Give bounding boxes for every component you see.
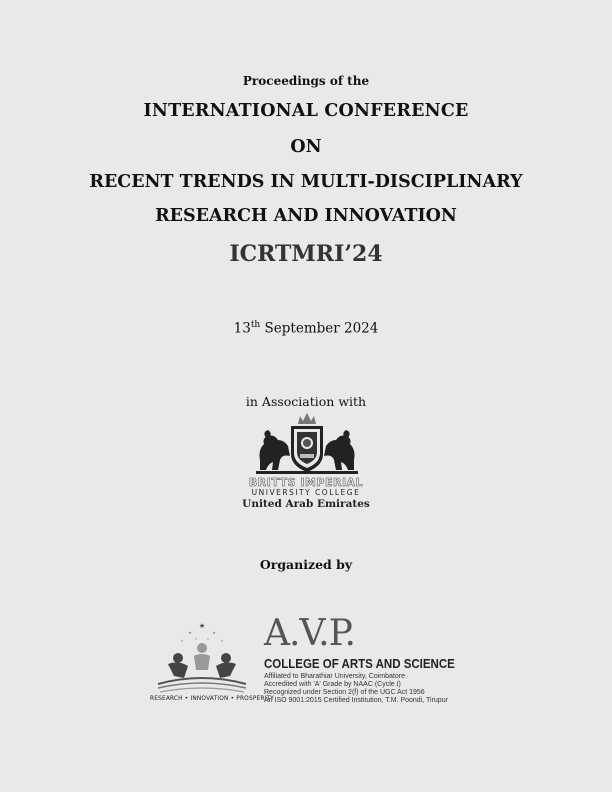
avp-iso-line: An ISO 9001:2015 Certified Institution, T.M. Poondi, Tirupur <box>264 697 448 704</box>
conference-title-on: ON <box>290 137 322 157</box>
avp-recognition-line: Recognized under Section 2(f) of the UGC Act 1956 <box>264 689 425 696</box>
britts-logo-subtitle: UNIVERSITY COLLEGE <box>251 488 361 497</box>
date-suffix: th <box>250 320 261 330</box>
organized-by-label: Organized by <box>259 557 353 572</box>
svg-text:★: ★ <box>198 622 206 630</box>
avp-emblem-icon <box>154 620 250 696</box>
britts-logo-name: BRITTS IMPERIAL <box>248 476 364 489</box>
avp-college-name: COLLEGE OF ARTS AND SCIENCE <box>264 657 455 671</box>
conference-acronym: ICRTMRI’24 <box>229 241 383 267</box>
date-rest: September 2024 <box>260 320 379 337</box>
svg-text:★: ★ <box>194 637 198 641</box>
svg-text:★: ★ <box>220 639 224 643</box>
britts-location: United Arab Emirates <box>242 498 370 510</box>
date-day: 13 <box>233 320 251 337</box>
avp-tagline: RESEARCH • INNOVATION • PROSPERITY <box>150 696 274 702</box>
conference-title-line3: RESEARCH AND INNOVATION <box>155 206 457 226</box>
conference-date <box>0 320 612 337</box>
svg-text:★: ★ <box>180 639 184 643</box>
conference-title-line1: INTERNATIONAL CONFERENCE <box>143 101 469 121</box>
britts-crest-icon <box>252 410 362 476</box>
conference-title-line2: RECENT TRENDS IN MULTI-DISCIPLINARY <box>89 172 523 192</box>
svg-text:★: ★ <box>212 630 216 635</box>
avp-name: A.V.P. <box>264 613 355 654</box>
avp-affiliation-line: Affiliated to Bharathiar University, Coimbatore <box>264 673 405 680</box>
association-label: in Association with <box>245 394 367 409</box>
svg-text:★: ★ <box>188 630 192 635</box>
proceedings-label: Proceedings of the <box>242 74 370 88</box>
avp-accreditation-line: Accredited with 'A' Grade by NAAC (Cycle I) <box>264 681 401 688</box>
svg-text:★: ★ <box>206 637 210 641</box>
